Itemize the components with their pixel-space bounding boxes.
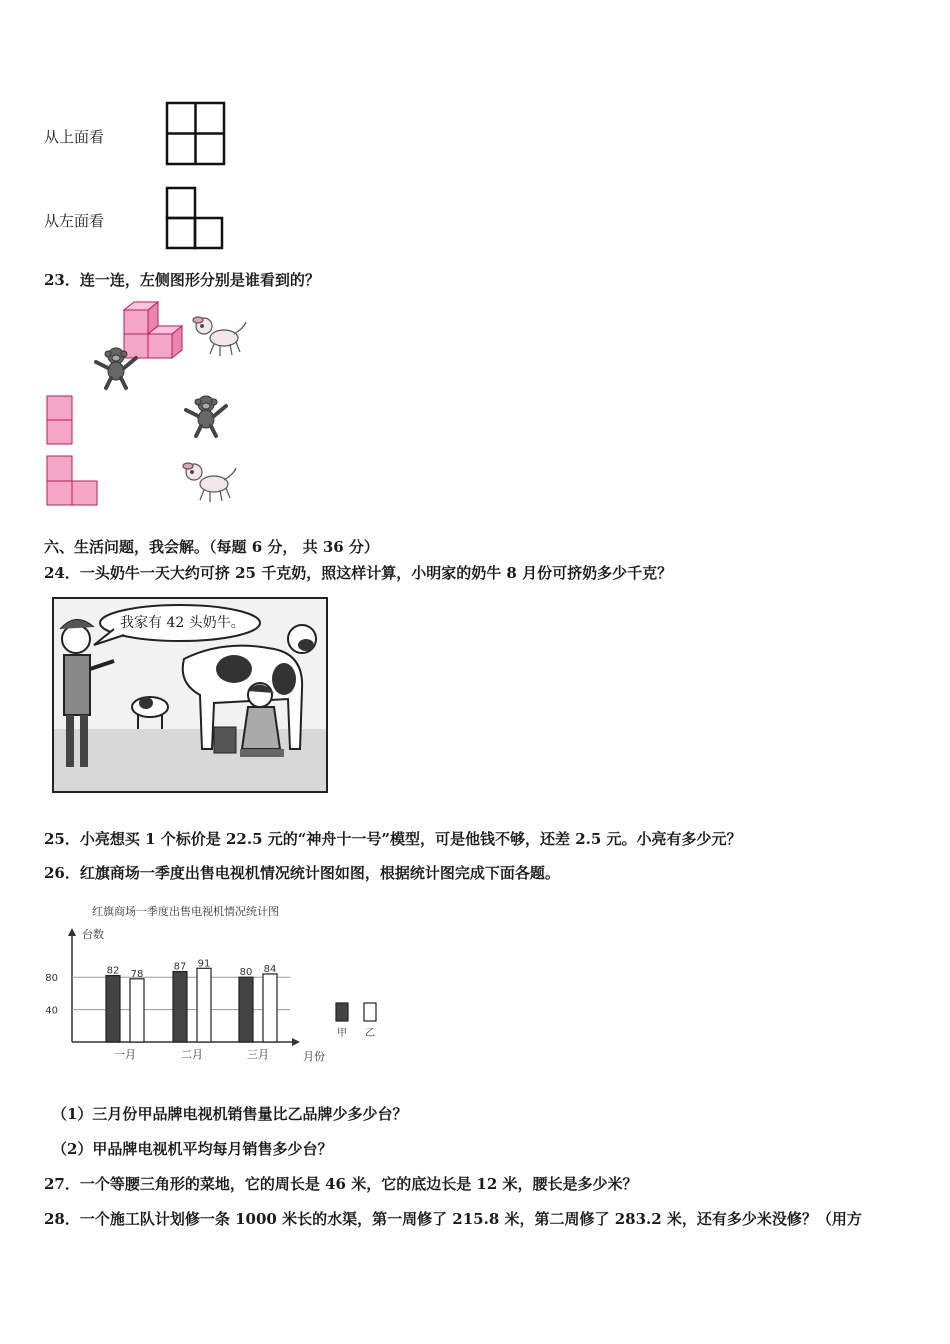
question-23: 23．连一连，左侧图形分别是谁看到的？ bbox=[44, 271, 320, 289]
y-tick-label: 40 bbox=[45, 1005, 58, 1017]
x-tick-label: 二月 bbox=[181, 1048, 203, 1061]
bar-乙 bbox=[130, 979, 144, 1042]
legend-label: 乙 bbox=[365, 1028, 375, 1039]
bar-甲 bbox=[173, 972, 187, 1042]
bar-甲 bbox=[239, 977, 253, 1042]
bar-value-label: 78 bbox=[130, 968, 144, 980]
bar-value-label: 84 bbox=[263, 963, 277, 975]
question-24: 24．一头奶牛一天大约可挤 25 千克奶，照这样计算，小明家的奶牛 8 月份可挤奶多少千克？ bbox=[44, 564, 673, 582]
bar-甲 bbox=[106, 976, 120, 1042]
x-axis-arrow bbox=[292, 1038, 300, 1046]
bar-value-label: 87 bbox=[173, 961, 187, 973]
bar-value-label: 82 bbox=[106, 965, 120, 977]
legend-swatch-甲 bbox=[336, 1003, 348, 1021]
question-25: 25．小亮想买 1 个标价是 22.5 元的“神舟十一号”模型，可是他钱不够，还差 2.5 元。小亮有多少元？ bbox=[44, 830, 742, 848]
section-6-title: 六、生活问题，我会解。（每题 6 分， 共 36 分） bbox=[44, 538, 379, 556]
y-axis-arrow bbox=[68, 928, 76, 936]
question-26-1: （1）三月份甲品牌电视机销售量比乙品牌少多少台？ bbox=[52, 1105, 408, 1123]
chart-xlabel: 月份 bbox=[303, 1050, 325, 1063]
chart-ylabel: 台数 bbox=[82, 928, 104, 941]
x-tick-label: 一月 bbox=[114, 1048, 136, 1061]
bar-value-label: 80 bbox=[239, 967, 253, 979]
question-27: 27．一个等腰三角形的菜地，它的周长是 46 米，它的底边长是 12 米，腰长是多少米？ bbox=[44, 1175, 638, 1193]
legend-swatch-乙 bbox=[364, 1003, 376, 1021]
x-tick-label: 三月 bbox=[247, 1048, 269, 1061]
speech-bubble-text: 我家有 42 头奶牛。 bbox=[120, 615, 245, 631]
bar-乙 bbox=[263, 974, 277, 1042]
legend-label: 甲 bbox=[337, 1028, 347, 1039]
bar-value-label: 91 bbox=[197, 958, 211, 970]
view-left-label: 从左面看 bbox=[44, 212, 105, 230]
question-26-2: （2）甲品牌电视机平均每月销售多少台？ bbox=[52, 1140, 333, 1158]
y-tick-label: 80 bbox=[45, 973, 58, 985]
chart-title: 红旗商场一季度出售电视机情况统计图 bbox=[92, 905, 279, 918]
view-top-label: 从上面看 bbox=[44, 128, 105, 146]
question-26: 26．红旗商场一季度出售电视机情况统计图如图，根据统计图完成下面各题。 bbox=[44, 864, 560, 882]
question-28: 28．一个施工队计划修一条 1000 米长的水渠，第一周修了 215.8 米，第二周修了 283.2 米，还有多少米没修？（用方 bbox=[44, 1210, 862, 1228]
bar-乙 bbox=[197, 968, 211, 1042]
